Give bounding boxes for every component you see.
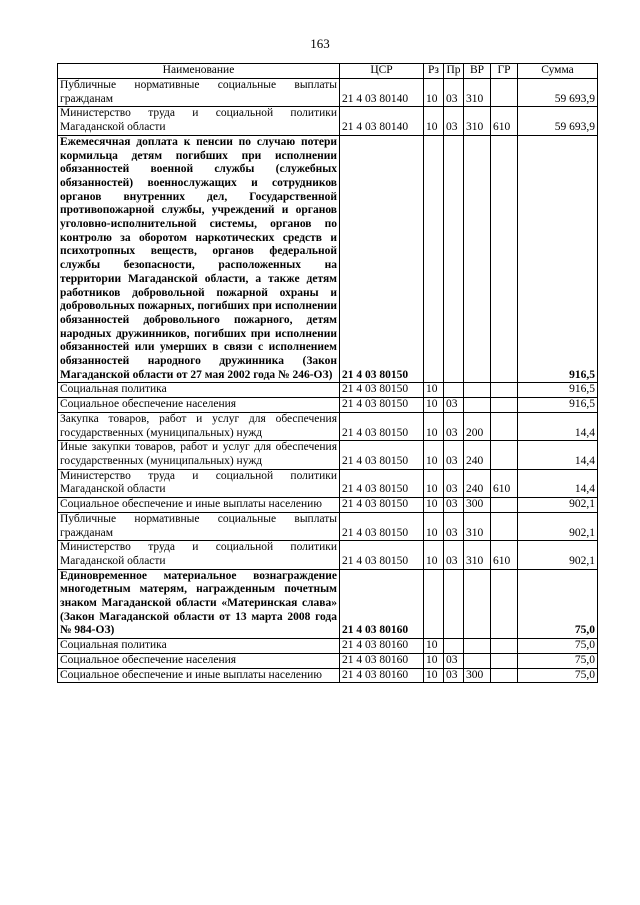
cell-csr: 21 4 03 80160	[340, 653, 424, 668]
cell-pr	[444, 383, 464, 398]
cell-rz: 10	[424, 79, 444, 107]
cell-csr: 21 4 03 80150	[340, 398, 424, 413]
page-number: 163	[310, 36, 330, 51]
cell-pr: 03	[444, 441, 464, 469]
cell-csr: 21 4 03 80160	[340, 668, 424, 683]
cell-name: Министерство труда и социальной политики Магаданской области	[58, 541, 340, 569]
cell-vr	[464, 135, 491, 383]
cell-sum: 75,0	[518, 668, 598, 683]
table-row	[58, 668, 598, 683]
cell-name: Публичные нормативные социальные выплаты гражданам	[58, 79, 340, 107]
cell-vr: 240	[464, 441, 491, 469]
cell-vr	[464, 653, 491, 668]
cell-name: Единовременное материальное вознаграждение многодетным матерям, награжденным почетным знаком Магаданской области «Материнская слава» (Закон Магаданской области от 13 марта 2008 года № 984-ОЗ)	[58, 569, 340, 639]
cell-csr: 21 4 03 80150	[340, 541, 424, 569]
cell-rz: 10	[424, 398, 444, 413]
cell-name: Министерство труда и социальной политики Магаданской области	[58, 469, 340, 497]
cell-sum: 902,1	[518, 512, 598, 540]
cell-gr	[491, 412, 518, 440]
cell-pr: 03	[444, 107, 464, 135]
cell-rz: 10	[424, 441, 444, 469]
cell-gr	[491, 79, 518, 107]
cell-sum: 59 693,9	[518, 107, 598, 135]
cell-vr: 240	[464, 469, 491, 497]
cell-csr: 21 4 03 80150	[340, 383, 424, 398]
table-row	[58, 412, 598, 440]
cell-rz: 10	[424, 498, 444, 513]
table-row	[58, 653, 598, 668]
cell-gr: 610	[491, 469, 518, 497]
cell-name: Иные закупки товаров, работ и услуг для обеспечения государственных (муниципальных) нужд	[58, 441, 340, 469]
cell-sum: 916,5	[518, 383, 598, 398]
cell-csr: 21 4 03 80150	[340, 469, 424, 497]
cell-gr: 610	[491, 541, 518, 569]
cell-sum: 59 693,9	[518, 79, 598, 107]
cell-pr: 03	[444, 512, 464, 540]
cell-pr: 03	[444, 412, 464, 440]
cell-sum: 14,4	[518, 441, 598, 469]
table-row	[58, 512, 598, 540]
header-rz: Рз	[424, 64, 444, 79]
cell-sum: 75,0	[518, 569, 598, 639]
table-row	[58, 498, 598, 513]
cell-pr: 03	[444, 668, 464, 683]
header-pr: Пр	[444, 64, 464, 79]
table-body	[58, 79, 598, 683]
header-csr: ЦСР	[340, 64, 424, 79]
cell-vr	[464, 383, 491, 398]
cell-sum: 14,4	[518, 469, 598, 497]
cell-name: Социальное обеспечение населения	[58, 398, 340, 413]
cell-vr: 310	[464, 79, 491, 107]
cell-vr: 300	[464, 668, 491, 683]
cell-csr: 21 4 03 80140	[340, 79, 424, 107]
cell-gr	[491, 668, 518, 683]
cell-name: Социальная политика	[58, 639, 340, 654]
cell-sum: 14,4	[518, 412, 598, 440]
cell-vr: 310	[464, 541, 491, 569]
cell-rz	[424, 569, 444, 639]
cell-vr: 310	[464, 512, 491, 540]
cell-vr: 200	[464, 412, 491, 440]
cell-name: Закупка товаров, работ и услуг для обеспечения государственных (муниципальных) нужд	[58, 412, 340, 440]
cell-csr: 21 4 03 80150	[340, 512, 424, 540]
table-row	[58, 441, 598, 469]
table-row	[58, 469, 598, 497]
cell-rz: 10	[424, 383, 444, 398]
cell-name: Социальное обеспечение населения	[58, 653, 340, 668]
cell-sum: 75,0	[518, 653, 598, 668]
cell-pr: 03	[444, 398, 464, 413]
cell-gr	[491, 398, 518, 413]
cell-sum: 916,5	[518, 398, 598, 413]
cell-pr	[444, 569, 464, 639]
cell-pr	[444, 639, 464, 654]
cell-rz: 10	[424, 639, 444, 654]
cell-sum: 902,1	[518, 498, 598, 513]
header-gr: ГР	[491, 64, 518, 79]
cell-vr	[464, 398, 491, 413]
budget-table	[57, 63, 598, 683]
cell-rz: 10	[424, 668, 444, 683]
cell-sum: 916,5	[518, 135, 598, 383]
table-row	[58, 541, 598, 569]
cell-csr: 21 4 03 80140	[340, 107, 424, 135]
cell-pr: 03	[444, 498, 464, 513]
cell-csr: 21 4 03 80150	[340, 498, 424, 513]
cell-gr: 610	[491, 107, 518, 135]
cell-csr: 21 4 03 80150	[340, 412, 424, 440]
cell-vr	[464, 569, 491, 639]
cell-csr: 21 4 03 80150	[340, 441, 424, 469]
header-name: Наименование	[58, 64, 340, 79]
cell-gr	[491, 639, 518, 654]
cell-rz: 10	[424, 512, 444, 540]
cell-pr: 03	[444, 541, 464, 569]
table-row	[58, 639, 598, 654]
cell-gr	[491, 512, 518, 540]
cell-sum: 75,0	[518, 639, 598, 654]
cell-vr: 300	[464, 498, 491, 513]
cell-rz	[424, 135, 444, 383]
cell-name: Социальное обеспечение и иные выплаты населению	[58, 668, 340, 683]
cell-gr	[491, 498, 518, 513]
cell-rz: 10	[424, 469, 444, 497]
table-row	[58, 135, 598, 383]
cell-csr: 21 4 03 80150	[340, 135, 424, 383]
cell-pr: 03	[444, 469, 464, 497]
cell-csr: 21 4 03 80160	[340, 569, 424, 639]
cell-rz: 10	[424, 541, 444, 569]
table-row	[58, 79, 598, 107]
cell-gr	[491, 383, 518, 398]
cell-name: Министерство труда и социальной политики Магаданской области	[58, 107, 340, 135]
table-row	[58, 398, 598, 413]
cell-sum: 902,1	[518, 541, 598, 569]
cell-rz: 10	[424, 107, 444, 135]
header-sum: Сумма	[518, 64, 598, 79]
cell-gr	[491, 441, 518, 469]
cell-name: Социальная политика	[58, 383, 340, 398]
table-row	[58, 107, 598, 135]
cell-gr	[491, 135, 518, 383]
table-row	[58, 569, 598, 639]
cell-vr	[464, 639, 491, 654]
header-row	[58, 64, 598, 79]
table-row	[58, 383, 598, 398]
cell-vr: 310	[464, 107, 491, 135]
cell-name: Публичные нормативные социальные выплаты гражданам	[58, 512, 340, 540]
cell-name: Ежемесячная доплата к пенсии по случаю потери кормильца детям погибших при исполнении обязанностей военной службы (служебных обязанностей) военнослужащих и сотрудников органов внутренних дел, Государственной противопожарной службы, учреждений и органов уголовно-исполнительной системы, органов по контролю за оборотом наркотических средств и психотропных веществ, органов федеральной службы безопасности, расположенных на территории Магаданской области, а также детям работников добровольной пожарной охраны и добровольных пожарных, погибших при исполнении обязанностей добровольного пожарного, детям народных дружинников, погибших при исполнении обязанностей или умерших в связи с исполнением обязанностей народного дружинника (Закон Магаданской области от 27 мая 2002 года № 246-ОЗ)	[58, 135, 340, 383]
cell-pr: 03	[444, 653, 464, 668]
cell-name: Социальное обеспечение и иные выплаты населению	[58, 498, 340, 513]
cell-csr: 21 4 03 80160	[340, 639, 424, 654]
cell-rz: 10	[424, 412, 444, 440]
header-vr: ВР	[464, 64, 491, 79]
cell-gr	[491, 569, 518, 639]
cell-gr	[491, 653, 518, 668]
cell-pr	[444, 135, 464, 383]
cell-rz: 10	[424, 653, 444, 668]
cell-pr: 03	[444, 79, 464, 107]
